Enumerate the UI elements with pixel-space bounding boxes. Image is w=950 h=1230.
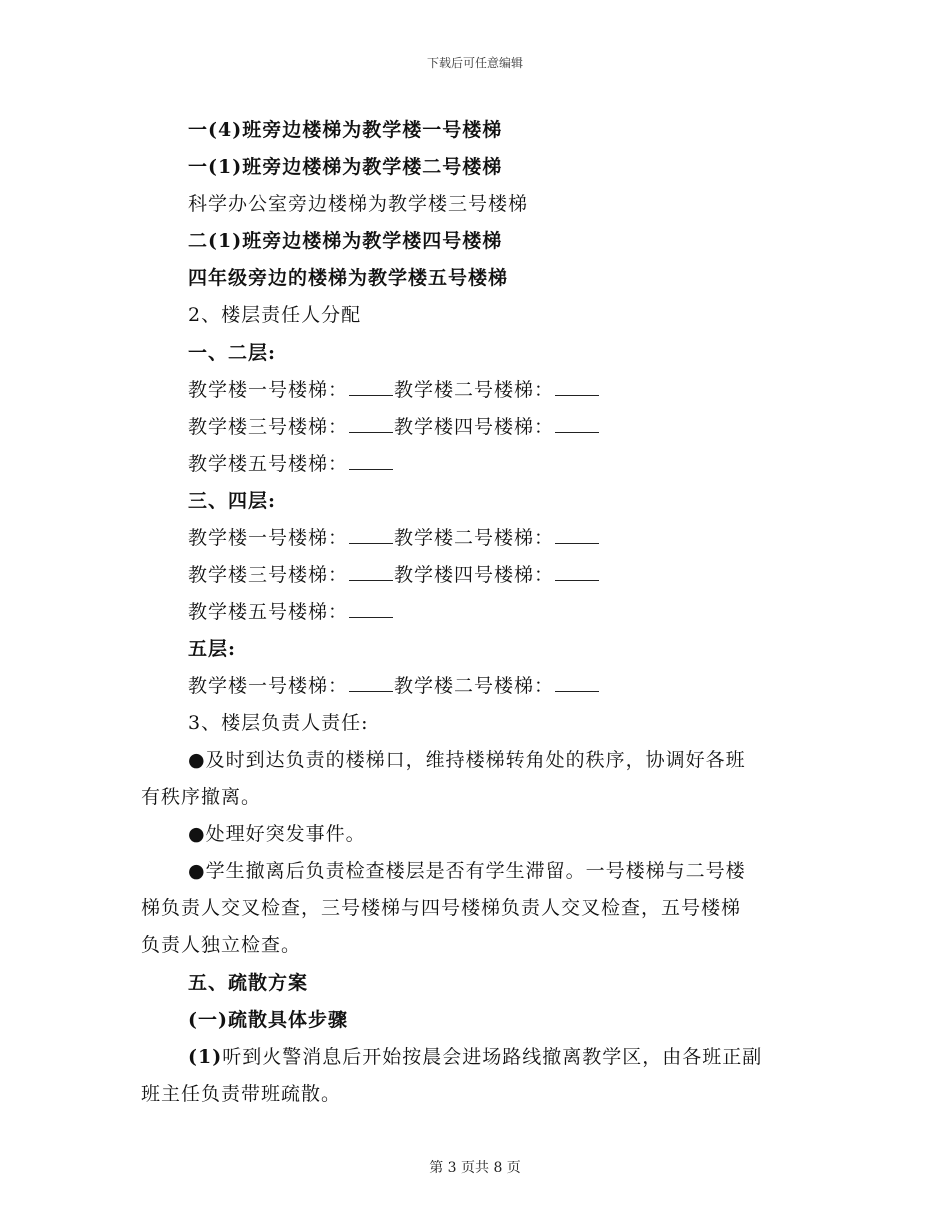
- stair-4-label: 教学楼四号楼梯：: [394, 564, 555, 586]
- duty-paragraph-3-end: 负责人独立检查。: [141, 934, 302, 956]
- heading-floor-3-4: 三、四层:: [188, 490, 277, 512]
- heading-floor-1-2: 一、二层:: [188, 342, 277, 364]
- fill-blank: [349, 431, 393, 433]
- assignment-row: [188, 597, 394, 624]
- assignment-row: [188, 449, 394, 476]
- fill-blank: [349, 579, 393, 581]
- heading-evacuation-plan: 五、疏散方案: [188, 972, 309, 994]
- line-stair-3-def: 科学办公室旁边楼梯为教学楼三号楼梯: [188, 193, 529, 215]
- line-stair-1-def: 一(4)班旁边楼梯为教学楼一号楼梯: [188, 119, 503, 141]
- step-1: [188, 1042, 762, 1069]
- section-duties: 3、楼层负责人责任:: [188, 712, 369, 734]
- stair-4-label: 教学楼四号楼梯：: [394, 416, 555, 438]
- duty-paragraph-3: ●学生撤离后负责检查楼层是否有学生滞留。一号楼梯与二号楼: [188, 860, 746, 882]
- fill-blank: [555, 690, 599, 692]
- stair-1-label: 教学楼一号楼梯：: [188, 675, 349, 697]
- duty-paragraph-2: ●处理好突发事件。: [188, 823, 366, 845]
- fill-blank: [555, 431, 599, 433]
- assignment-row: [188, 523, 600, 550]
- fill-blank: [349, 542, 393, 544]
- assignment-row: [188, 412, 600, 439]
- step-1-cont: 班主任负责带班疏散。: [141, 1083, 342, 1105]
- fill-blank: [555, 394, 599, 396]
- duty-paragraph-1: ●及时到达负责的楼梯口，维持楼梯转角处的秩序，协调好各班: [188, 749, 746, 771]
- stair-2-label: 教学楼二号楼梯：: [394, 527, 555, 549]
- assignment-row: [188, 375, 600, 402]
- fill-blank: [349, 394, 393, 396]
- line-stair-2-def: 一(1)班旁边楼梯为教学楼二号楼梯: [188, 156, 503, 178]
- fill-blank: [349, 468, 393, 470]
- page-header: 下载后可任意编辑: [426, 56, 523, 70]
- assignment-row: [188, 671, 600, 698]
- line-stair-5-def: 四年级旁边的楼梯为教学楼五号楼梯: [188, 267, 509, 289]
- stair-5-label: 教学楼五号楼梯：: [188, 601, 349, 623]
- step-number: (1): [188, 1046, 223, 1068]
- fill-blank: [349, 616, 393, 618]
- stair-1-label: 教学楼一号楼梯：: [188, 527, 349, 549]
- heading-floor-5: 五层:: [188, 638, 237, 660]
- stair-3-label: 教学楼三号楼梯：: [188, 564, 349, 586]
- section-floor-responsible: 2、楼层责任人分配: [188, 304, 362, 326]
- stair-2-label: 教学楼二号楼梯：: [394, 675, 555, 697]
- page-footer: 第 3 页共 8 页: [429, 1160, 521, 1176]
- duty-paragraph-1-cont: 有秩序撤离。: [141, 786, 262, 808]
- heading-evacuation-steps: (一)疏散具体步骤: [188, 1009, 348, 1031]
- fill-blank: [349, 690, 393, 692]
- stair-5-label: 教学楼五号楼梯：: [188, 453, 349, 475]
- step-1-text: 听到火警消息后开始按晨会进场路线撤离教学区，由各班正副: [222, 1046, 763, 1068]
- stair-2-label: 教学楼二号楼梯：: [394, 379, 555, 401]
- duty-paragraph-3-cont: 梯负责人交叉检查，三号楼梯与四号楼梯负责人交叉检查，五号楼梯: [141, 897, 742, 919]
- stair-3-label: 教学楼三号楼梯：: [188, 416, 349, 438]
- assignment-row: [188, 560, 600, 587]
- fill-blank: [555, 542, 599, 544]
- fill-blank: [555, 579, 599, 581]
- stair-1-label: 教学楼一号楼梯：: [188, 379, 349, 401]
- line-stair-4-def: 二(1)班旁边楼梯为教学楼四号楼梯: [188, 230, 503, 252]
